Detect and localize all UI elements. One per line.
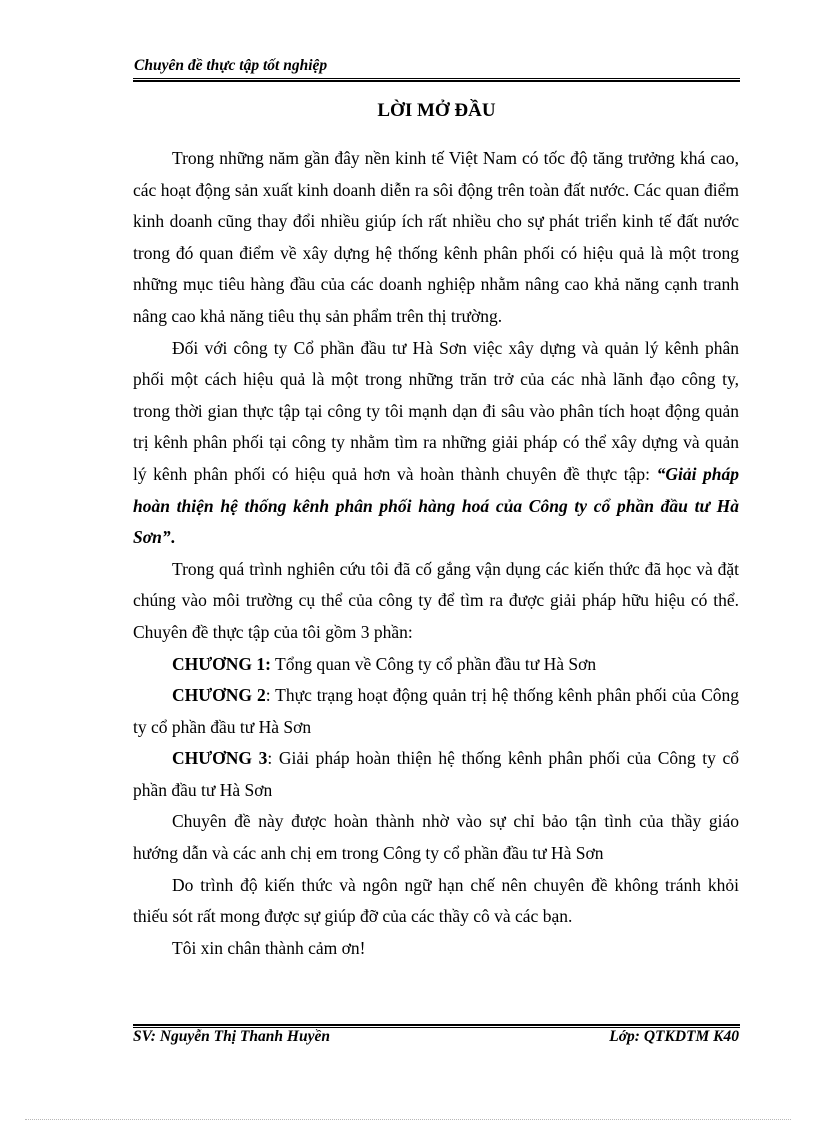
paragraph-thanks: Tôi xin chân thành cảm ơn! xyxy=(172,937,366,958)
chapter-2 xyxy=(133,680,739,743)
chapter-1 xyxy=(133,649,739,681)
running-header: Chuyên đề thực tập tốt nghiệp xyxy=(134,57,328,74)
header-rule-thin xyxy=(133,78,740,79)
chapter-3-text: : Giải pháp hoàn thiện hệ thống kênh phân phối của Công ty cổ phần đầu tư Hà Sơn xyxy=(133,748,739,800)
document-body xyxy=(133,143,739,964)
page-footer xyxy=(133,1028,739,1046)
paragraph-intro: Trong những năm gần đây nền kinh tế Việt Nam có tốc độ tăng trưởng khá cao, các hoạt động sản xuất kinh doanh diễn ra sôi động trên toàn đất nước. Các quan điểm kinh doanh cũng thay đổi nhiều giúp ích rất nhiều cho sự phát triển kinh tế đất nước trong đó quan điểm về xây dựng hệ thống kênh phân phối có hiệu quả là một trong những mục tiêu hàng đầu của các doanh nghiệp nhằm nâng cao khả năng cạnh tranh nâng cao khả năng tiêu thụ sản phẩm trên thị trường. xyxy=(133,148,739,326)
paragraph-acknowledgement: Chuyên đề này được hoàn thành nhờ vào sự chỉ bảo tận tình của thầy giáo hướng dẫn và các anh chị em trong Công ty cổ phần đầu tư Hà Sơn xyxy=(133,811,739,864)
footer-rule-thick xyxy=(133,1024,740,1026)
paragraph-limitations: Do trình độ kiến thức và ngôn ngữ hạn chế nên chuyên đề không tránh khỏi thiếu sót rất mong được sự giúp đỡ của các thầy cô và các bạn. xyxy=(133,874,739,927)
header-rule-thick xyxy=(133,80,740,82)
footer-student: SV: Nguyễn Thị Thanh Huyền xyxy=(133,1028,330,1045)
chapter-3-label: CHƯƠNG 3 xyxy=(172,748,268,769)
chapter-3 xyxy=(133,743,739,806)
chapter-1-text: Tổng quan về Công ty cổ phần đầu tư Hà Sơn xyxy=(271,653,597,674)
thesis-topic-period: . xyxy=(170,527,175,548)
paragraph-method: Trong quá trình nghiên cứu tôi đã cố gắng vận dụng các kiến thức đã học và đặt chúng vào môi trường cụ thể của công ty để tìm ra được giải pháp hữu hiệu có thể. Chuyên đề thực tập của tôi gồm 3 phần: xyxy=(133,558,739,642)
page-bottom-dotted-line xyxy=(25,1119,791,1120)
chapter-2-text: : Thực trạng hoạt động quản trị hệ thống kênh phân phối của Công ty cổ phần đầu tư Hà Sơn xyxy=(133,685,739,737)
thesis-topic: “Giải pháp hoàn thiện hệ thống kênh phân phối hàng hoá của Công ty cổ phần đầu tư Hà Sơn” xyxy=(133,463,739,548)
page-title: LỜI MỞ ĐẦU xyxy=(377,100,496,121)
chapter-1-label: CHƯƠNG 1: xyxy=(172,653,271,674)
paragraph-company xyxy=(133,333,739,554)
paragraph-company-text: Đối với công ty Cổ phần đầu tư Hà Sơn việc xây dựng và quản lý kênh phân phối một cách hiệu quả là một trong những trăn trở của các nhà lãnh đạo công ty, trong thời gian thực tập tại công ty tôi mạnh dạn đi sâu vào phân tích hoạt động quản trị kênh phân phối tại công ty nhằm tìm ra những giải pháp có thể xây dựng và quản lý kênh phân phối có hiệu quả hơn và hoàn thành chuyên đề thực tập: xyxy=(133,337,739,484)
chapter-2-label: CHƯƠNG 2 xyxy=(172,685,266,706)
footer-class: Lớp: QTKDTM K40 xyxy=(609,1028,739,1045)
